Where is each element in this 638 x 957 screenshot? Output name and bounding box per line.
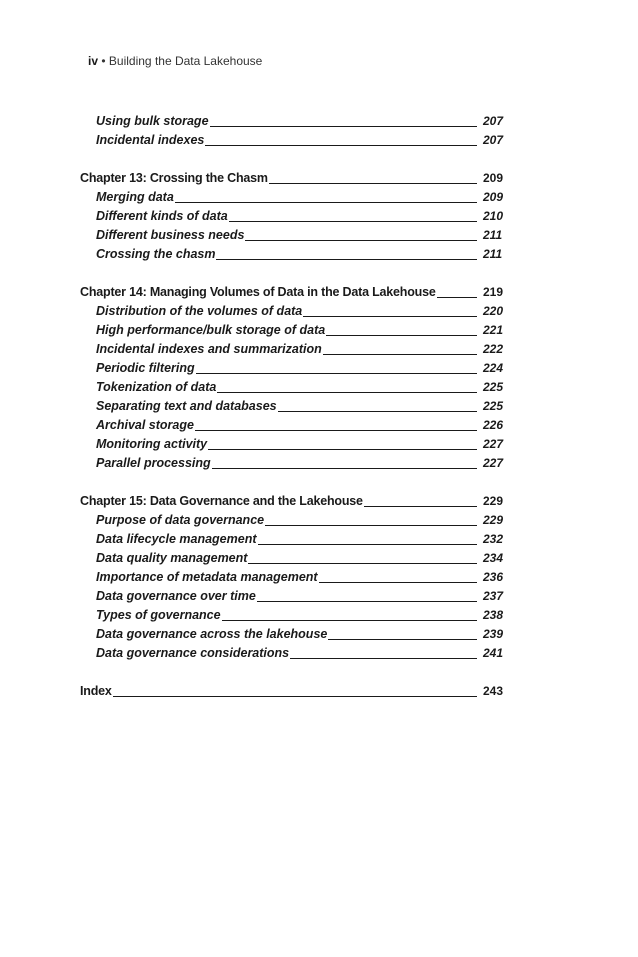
toc-entry-row bbox=[0, 417, 638, 435]
toc-page-number: 209 bbox=[483, 190, 504, 204]
toc-page-number: 226 bbox=[483, 418, 504, 432]
toc-chapter-row bbox=[0, 683, 638, 701]
toc-entry-title: Merging data bbox=[96, 190, 174, 204]
toc-page-number: 225 bbox=[483, 399, 504, 413]
toc-entry-title: Monitoring activity bbox=[96, 437, 208, 451]
toc-page-number: 232 bbox=[483, 532, 504, 546]
toc-entry-title: Data governance over time bbox=[96, 589, 256, 603]
toc-chapter-row bbox=[0, 170, 638, 188]
toc-page-number: 222 bbox=[483, 342, 504, 356]
toc-entry-title: Different business needs bbox=[96, 228, 245, 242]
toc-entry-title: Importance of metadata management bbox=[96, 570, 318, 584]
toc-page-number: 220 bbox=[483, 304, 504, 318]
toc-entry-title: Periodic filtering bbox=[96, 361, 195, 375]
header-book-title: Building the Data Lakehouse bbox=[108, 54, 263, 68]
toc-entry-row bbox=[0, 512, 638, 530]
toc-entry-row bbox=[0, 360, 638, 378]
toc-leader-line bbox=[80, 696, 477, 697]
toc-entry-title: Parallel processing bbox=[96, 456, 211, 470]
toc-entry-row bbox=[0, 645, 638, 663]
toc-page-number: 241 bbox=[483, 646, 504, 660]
toc-page-number: 236 bbox=[483, 570, 504, 584]
toc-entry-title: Incidental indexes bbox=[96, 133, 205, 147]
toc-chapter-title: Chapter 15: Data Governance and the Lakehouse bbox=[80, 494, 363, 508]
toc-entry-row bbox=[0, 436, 638, 454]
toc-entry-title: Separating text and databases bbox=[96, 399, 277, 413]
toc-entry-title: Archival storage bbox=[96, 418, 194, 432]
toc-chapter-title: Index bbox=[80, 684, 112, 698]
toc-page-number: 237 bbox=[483, 589, 504, 603]
toc-page-number: 210 bbox=[483, 209, 504, 223]
toc-page-number: 211 bbox=[483, 247, 503, 261]
toc-entry-row bbox=[0, 227, 638, 245]
toc-entry-title: Data lifecycle management bbox=[96, 532, 257, 546]
toc-chapter-title: Chapter 14: Managing Volumes of Data in the Data Lakehouse bbox=[80, 285, 436, 299]
toc-entry-row bbox=[0, 455, 638, 473]
toc-entry-row bbox=[0, 550, 638, 568]
toc-entry-row bbox=[0, 113, 638, 131]
toc-page-number: 229 bbox=[483, 494, 504, 508]
toc-entry-row bbox=[0, 626, 638, 644]
toc-page-number: 219 bbox=[483, 285, 504, 299]
header-page-number: iv bbox=[88, 54, 99, 68]
toc-page-number: 207 bbox=[483, 114, 504, 128]
toc-page-number: 238 bbox=[483, 608, 504, 622]
toc-entry-row bbox=[0, 607, 638, 625]
toc-entry-row bbox=[0, 189, 638, 207]
toc-entry-title: Data governance across the lakehouse bbox=[96, 627, 328, 641]
toc-entry-row bbox=[0, 588, 638, 606]
toc-entry-row bbox=[0, 341, 638, 359]
toc-entry-title: Data governance considerations bbox=[96, 646, 290, 660]
toc-entry-title: Crossing the chasm bbox=[96, 247, 216, 261]
toc-entry-title: Incidental indexes and summarization bbox=[96, 342, 322, 356]
toc-entry-title: Distribution of the volumes of data bbox=[96, 304, 303, 318]
running-header bbox=[88, 54, 262, 68]
toc-entry-title: Tokenization of data bbox=[96, 380, 217, 394]
toc-page-number: 211 bbox=[483, 228, 503, 242]
toc-entry-row bbox=[0, 531, 638, 549]
toc-chapter-title: Chapter 13: Crossing the Chasm bbox=[80, 171, 268, 185]
toc-chapter-row bbox=[0, 493, 638, 511]
toc-entry-title: High performance/bulk storage of data bbox=[96, 323, 326, 337]
toc-entry-row bbox=[0, 322, 638, 340]
toc-page-number: 225 bbox=[483, 380, 504, 394]
toc-page-number: 227 bbox=[483, 437, 504, 451]
toc-entry-title: Using bulk storage bbox=[96, 114, 209, 128]
toc-entry-row bbox=[0, 569, 638, 587]
toc-entry-row bbox=[0, 379, 638, 397]
toc-chapter-row bbox=[0, 284, 638, 302]
toc-entry-title: Types of governance bbox=[96, 608, 221, 622]
toc-page-number: 207 bbox=[483, 133, 504, 147]
toc-page-number: 239 bbox=[483, 627, 504, 641]
toc-page-number: 234 bbox=[483, 551, 504, 565]
toc-entry-row bbox=[0, 132, 638, 150]
toc-page-number: 229 bbox=[483, 513, 504, 527]
toc-entry-title: Purpose of data governance bbox=[96, 513, 265, 527]
toc-page-number: 221 bbox=[483, 323, 504, 337]
header-separator: • bbox=[101, 54, 106, 68]
toc-entry-title: Data quality management bbox=[96, 551, 248, 565]
toc-page-number: 209 bbox=[483, 171, 504, 185]
toc-entry-title: Different kinds of data bbox=[96, 209, 228, 223]
toc-entry-row bbox=[0, 208, 638, 226]
toc-entry-row bbox=[0, 398, 638, 416]
toc-page-number: 243 bbox=[483, 684, 504, 698]
toc-page-number: 227 bbox=[483, 456, 504, 470]
toc-entry-row bbox=[0, 303, 638, 321]
toc-entry-row bbox=[0, 246, 638, 264]
toc-page-number: 224 bbox=[483, 361, 504, 375]
